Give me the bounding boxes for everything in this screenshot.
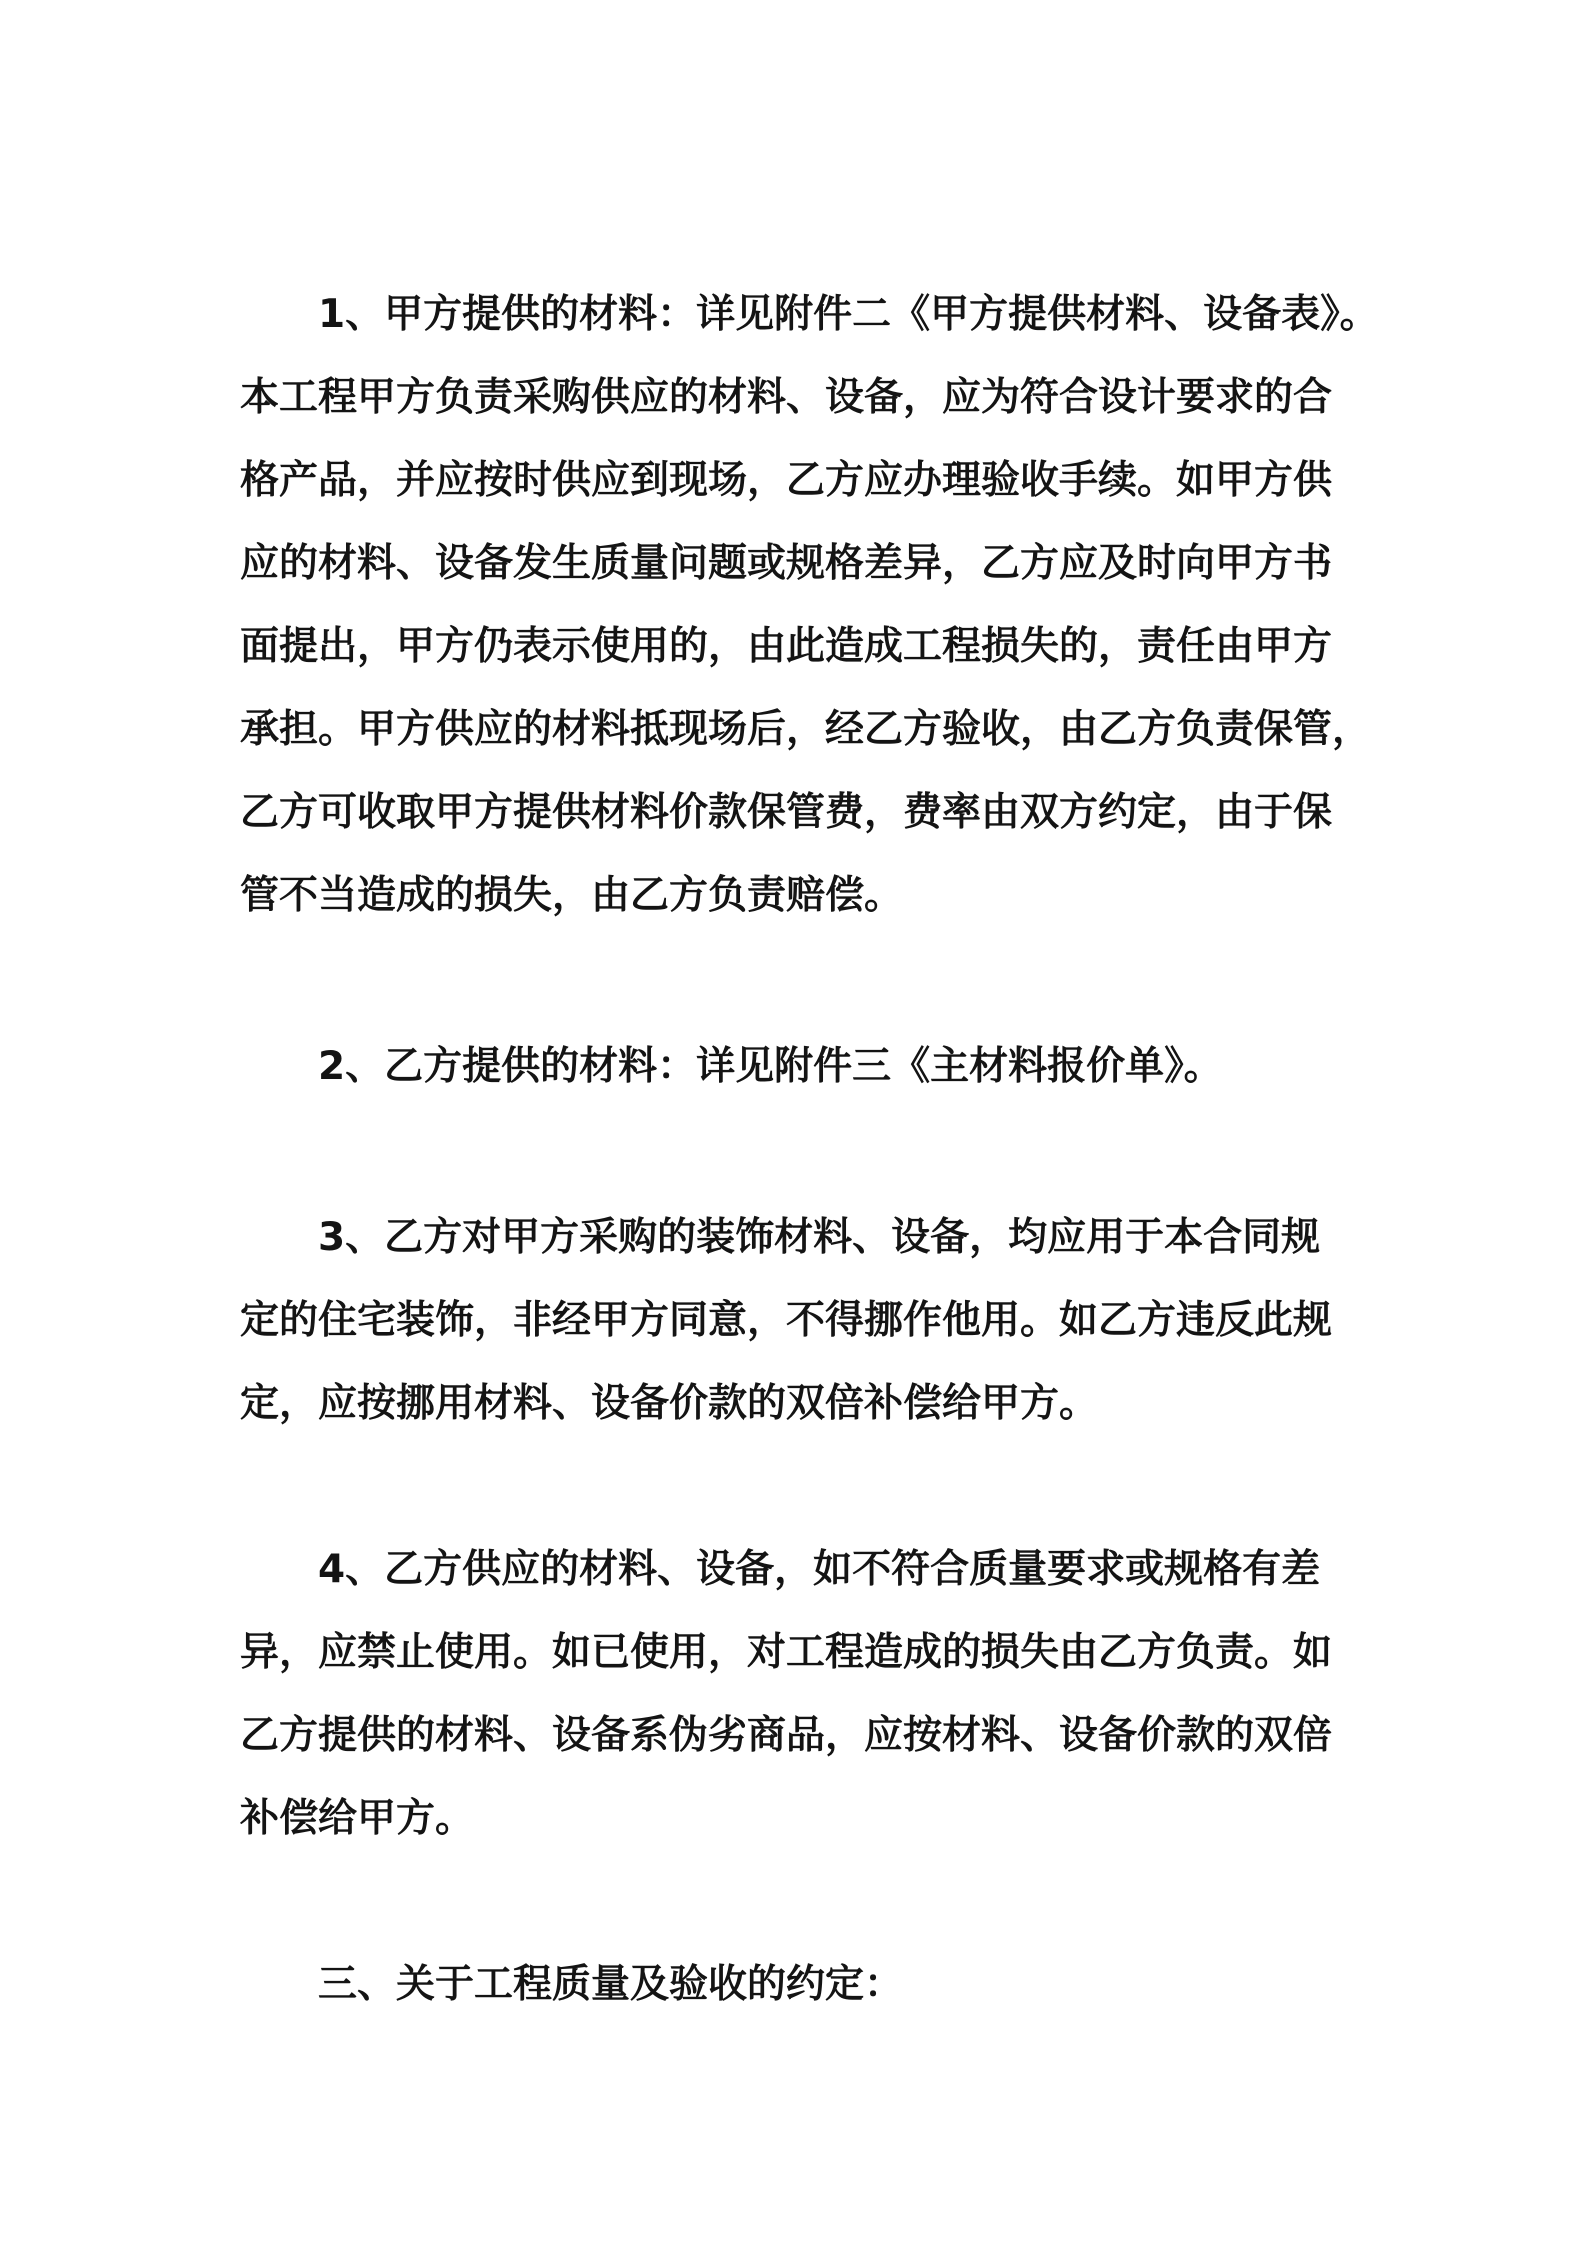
paragraph-line: 应的材料、设备发生质量问题或规格差异，乙方应及时向甲方书: [240, 541, 1333, 586]
paragraph-line: 乙方提供的材料、设备系伪劣商品，应按材料、设备价款的双倍: [240, 1713, 1333, 1758]
paragraph-line: 补偿给甲方。: [240, 1796, 475, 1841]
paragraph-materials-quality: [240, 1528, 1360, 1860]
paragraph-materials-party-b: [240, 1025, 1360, 1108]
section-heading: 三、关于工程质量及验收的约定：: [318, 1962, 904, 2007]
paragraph-materials-usage: [240, 1196, 1360, 1445]
paragraph-line: 定的住宅装饰，非经甲方同意，不得挪作他用。如乙方违反此规: [240, 1298, 1333, 1343]
paragraph-line: 4、乙方供应的材料、设备，如不符合质量要求或规格有差: [318, 1547, 1321, 1592]
paragraph-line: 乙方可收取甲方提供材料价款保管费，费率由双方约定，由于保: [240, 790, 1333, 835]
paragraph-materials-party-a: [240, 273, 1379, 937]
paragraph-line: 格产品，并应按时供应到现场，乙方应办理验收手续。如甲方供: [240, 458, 1333, 503]
paragraph-line: 承担。甲方供应的材料抵现场后，经乙方验收，由乙方负责保管，: [240, 707, 1372, 752]
paragraph-line: 3、乙方对甲方采购的装饰材料、设备，均应用于本合同规: [318, 1215, 1321, 1260]
paragraph-line: 2、乙方提供的材料：详见附件三《主材料报价单》。: [318, 1044, 1223, 1089]
paragraph-line: 面提出，甲方仍表示使用的，由此造成工程损失的，责任由甲方: [240, 624, 1333, 669]
paragraph-line: 1、甲方提供的材料：详见附件二《甲方提供材料、设备表》。: [318, 292, 1379, 337]
paragraph-line: 定，应按挪用材料、设备价款的双倍补偿给甲方。: [240, 1381, 1099, 1426]
section-heading-quality-acceptance: [240, 1943, 1360, 2026]
paragraph-line: 管不当造成的损失，由乙方负责赔偿。: [240, 873, 904, 918]
paragraph-line: 异，应禁止使用。如已使用，对工程造成的损失由乙方负责。如: [240, 1630, 1333, 1675]
paragraph-line: 本工程甲方负责采购供应的材料、设备，应为符合设计要求的合: [240, 375, 1333, 420]
